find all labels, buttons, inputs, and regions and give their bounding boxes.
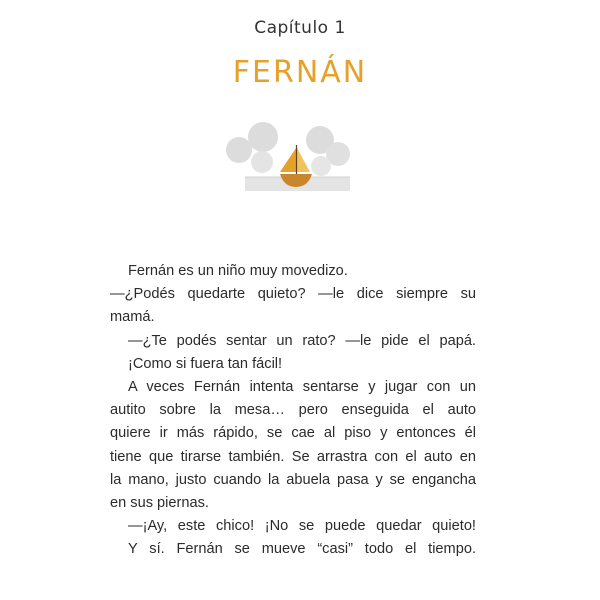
story-text: [110, 260, 476, 562]
chapter-title: FERNÁN: [232, 55, 368, 90]
text-line: autito sobre la mesa… pero enseguida el auto: [110, 402, 476, 419]
sailboat-illustration: [220, 112, 360, 202]
boat-sail-left: [280, 148, 296, 172]
text-line: —¿Podés quedarte quieto? —le dice siempre su: [110, 286, 476, 303]
text-line: Fernán es un niño muy movedizo.: [128, 263, 348, 279]
text-line: quiere ir más rápido, se cae al piso y entonces él: [110, 425, 476, 442]
text-line: A veces Fernán intenta sentarse y jugar con un: [128, 379, 476, 396]
text-line: la mano, justo cuando la abuela pasa y se engancha: [110, 471, 476, 488]
text-line: tiene que tirarse también. Se arrastra con el auto en: [110, 448, 476, 465]
cloud-puff: [226, 137, 252, 163]
text-line: mamá.: [110, 309, 155, 326]
sailboat-clouds-icon: [220, 112, 360, 202]
text-line: —¿Te podés sentar un rato? —le pide el papá.: [128, 332, 476, 349]
text-line: Y sí. Fernán se mueve “casi” todo el tiempo.: [128, 541, 476, 558]
cloud-puff: [248, 122, 278, 152]
text-line: en sus piernas.: [110, 495, 209, 512]
cloud-puff: [251, 151, 273, 173]
text-line: ¡Como si fuera tan fácil!: [128, 355, 283, 372]
cloud-puff: [311, 156, 331, 176]
text-line: —¡Ay, este chico! ¡No se puede quedar quieto!: [128, 518, 476, 535]
boat-sail-right: [297, 148, 310, 172]
chapter-label: Capítulo 1: [254, 18, 346, 38]
